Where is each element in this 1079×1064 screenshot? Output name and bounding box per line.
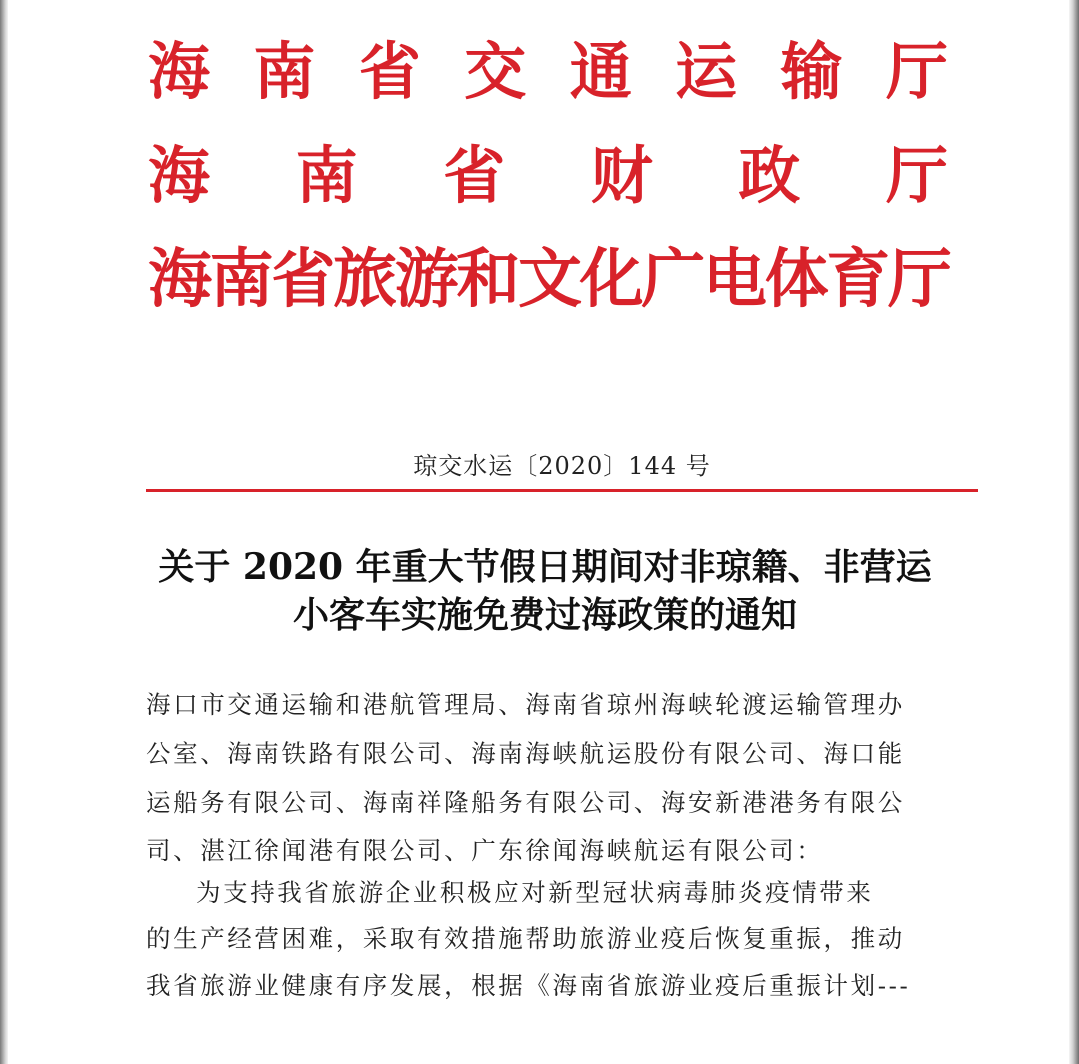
recipients-line-2: 公室、海南铁路有限公司、海南海峡航运股份有限公司、海口能 — [146, 739, 905, 768]
header-line-finance — [148, 140, 948, 212]
header-char: 厅 — [885, 35, 948, 108]
header-char: 南 — [295, 139, 358, 212]
header-char: 文 — [517, 242, 578, 317]
scan-edge-left — [0, 0, 8, 1064]
header-char: 育 — [826, 242, 887, 317]
header-char: 海 — [148, 242, 208, 317]
notice-title-line-1: 关于 2020 年重大节假日期间对非琼籍、非营运 — [158, 546, 932, 588]
scan-edge-right — [1069, 0, 1079, 1064]
header-char: 电 — [702, 242, 763, 317]
header-char: 海 — [148, 139, 211, 212]
recipients-line-1: 海口市交通运输和港航管理局、海南省琼州海峡轮渡运输管理办 — [146, 690, 905, 719]
header-char: 交 — [464, 35, 527, 108]
header-char: 旅 — [332, 242, 393, 317]
recipients-line-3: 运船务有限公司、海南祥隆船务有限公司、海安新港港务有限公 — [146, 788, 905, 817]
body-paragraph-line-3: 我省旅游业健康有序发展，根据《海南省旅游业疫后重振计划--- — [146, 971, 911, 1000]
notice-title-line-2: 小客车实施免费过海政策的通知 — [292, 594, 797, 636]
header-char: 厅 — [885, 139, 948, 212]
header-char: 输 — [780, 35, 843, 108]
header-char: 政 — [738, 139, 801, 212]
header-char: 南 — [209, 242, 270, 317]
header-line-transport — [148, 36, 948, 108]
header-char: 省 — [271, 242, 332, 317]
header-char: 体 — [764, 242, 825, 317]
header-char: 化 — [579, 242, 640, 317]
header-char: 运 — [675, 35, 738, 108]
header-char: 通 — [569, 35, 632, 108]
header-line-tourism — [148, 244, 948, 316]
document-number: 琼交水运〔2020〕144 号 — [413, 452, 711, 480]
header-char: 游 — [394, 242, 455, 317]
body-paragraph-line-2: 的生产经营困难，采取有效措施帮助旅游业疫后恢复重振，推动 — [146, 924, 905, 953]
header-char: 广 — [641, 242, 702, 317]
header-char: 和 — [456, 242, 517, 317]
header-char: 厅 — [887, 242, 948, 317]
header-char: 海 — [148, 35, 211, 108]
red-divider-line — [146, 489, 978, 492]
header-char: 南 — [253, 35, 316, 108]
header-char: 财 — [590, 139, 653, 212]
header-char: 省 — [443, 139, 506, 212]
recipients-line-4: 司、湛江徐闻港有限公司、广东徐闻海峡航运有限公司： — [146, 836, 824, 865]
body-paragraph-line-1: 为支持我省旅游企业积极应对新型冠状病毒肺炎疫情带来 — [196, 878, 874, 907]
header-char: 省 — [358, 35, 421, 108]
